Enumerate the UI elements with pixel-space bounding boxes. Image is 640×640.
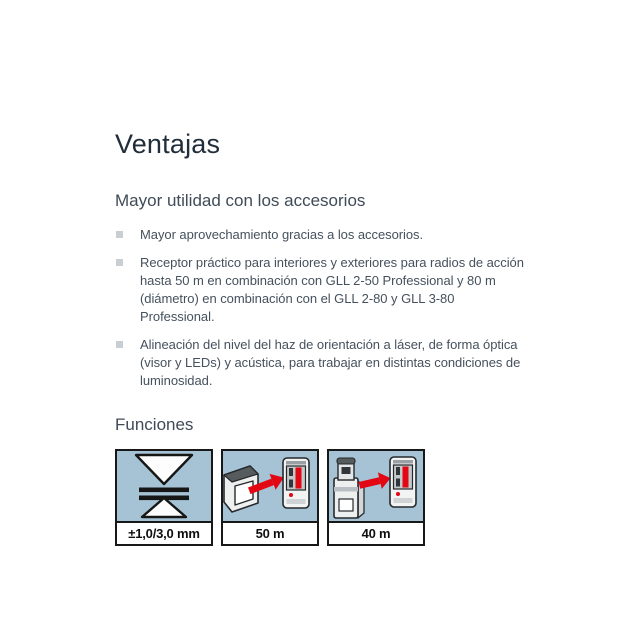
list-item-text: Receptor práctico para interiores y exteriores para radios de acción hasta 50 m en combinación con GLL 2-50 Professional y 80 m (diámetro) en combinación con el GLL 2-80 y GLL 3-80 Professional. — [140, 255, 524, 324]
function-tile-accuracy — [115, 449, 213, 546]
tile-label: ±1,0/3,0 mm — [117, 521, 211, 544]
list-item-text: Alineación del nivel del haz de orientación a láser, de forma óptica (visor y LEDs) y acústica, para trabajar en distintas condiciones de luminosidad. — [140, 337, 521, 388]
functions-heading: Funciones — [115, 415, 194, 434]
line-laser-to-receiver-icon — [223, 451, 317, 521]
accuracy-hourglass-icon — [117, 451, 211, 521]
list-item — [115, 254, 529, 326]
advantages-list — [115, 226, 529, 390]
list-item — [115, 336, 529, 390]
function-tile-range-50m — [221, 449, 319, 546]
advantages-section — [115, 190, 545, 390]
functions-section — [115, 414, 545, 546]
bullet-square-icon — [116, 341, 123, 348]
bullet-square-icon — [116, 231, 123, 238]
list-item — [115, 226, 529, 244]
function-tiles — [115, 449, 545, 546]
tower-laser-to-receiver-icon — [329, 451, 423, 521]
bullet-square-icon — [116, 259, 123, 266]
tile-label: 40 m — [329, 521, 423, 544]
advantages-heading: Mayor utilidad con los accesorios — [115, 191, 366, 210]
tile-label: 50 m — [223, 521, 317, 544]
list-item-text: Mayor aprovechamiento gracias a los accesorios. — [140, 227, 424, 242]
page-title: Ventajas — [115, 129, 221, 159]
function-tile-range-40m — [327, 449, 425, 546]
